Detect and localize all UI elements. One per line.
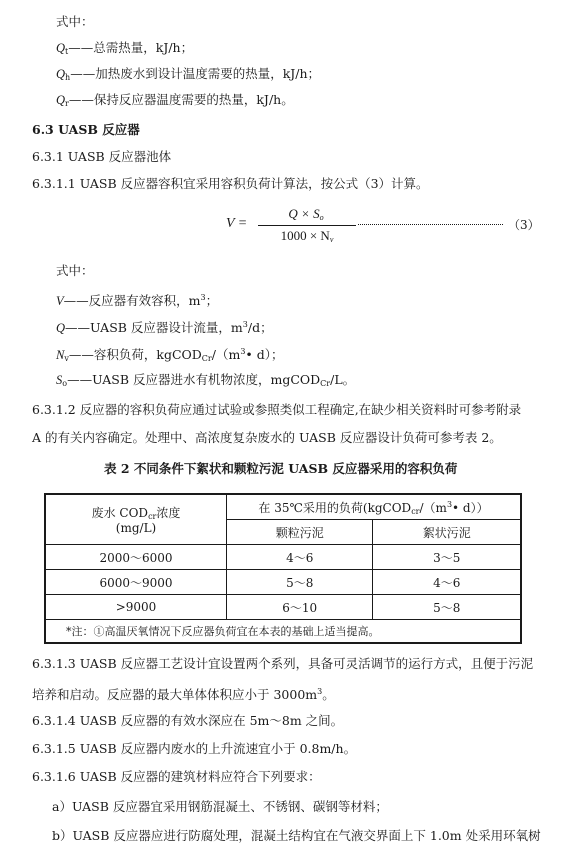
where-label: 式中： [56, 263, 94, 278]
header-cod-concentration: 废水 $COD_{cr}$浓度 (mg/L) [45, 494, 227, 545]
variable-definition: $Q_h——$加热废水到设计温度需要的热量，kJ/h； [56, 66, 321, 82]
definition-text: ——加热废水到设计温度需要的热量，kJ/h； [70, 66, 321, 81]
clause-text: 6.3.1.3 UASB 反应器工艺设计宜设置两个系列，具备可灵活调节的运行方式，且便于污泥 [32, 656, 534, 671]
formula-denominator: $1000 \times N_v$ [280, 228, 334, 244]
symbol: Q [56, 93, 66, 107]
clause-text: 6.3.1.6 UASB 反应器的建筑材料应符合下列要求： [32, 769, 321, 784]
table-row: 2000～6000 4～6 3～5 [45, 545, 521, 570]
symbol: Q [56, 41, 66, 55]
symbol: Q [56, 67, 66, 81]
clause-text: 6.3.1.5 UASB 反应器内废水的上升流速宜小于 0.8m/h。 [32, 741, 357, 756]
formula-number: （3） [508, 218, 540, 232]
variable-definition: Q——UASB 反应器设计流量，$m^3/d$； [56, 320, 273, 335]
clause-text: A 的有关内容确定。处理中、高浓度复杂废水的 UASB 反应器设计负荷可参考表 2。 [32, 430, 502, 445]
list-item: a）UASB 反应器宜采用钢筋混凝土、不锈钢、碳钢等材料； [52, 799, 388, 814]
variable-definition: $Q_t——$总需热量，kJ/h； [56, 40, 194, 56]
clause-text: 6.3.1.4 UASB 反应器的有效水深应在 5m～8m 之间。 [32, 713, 344, 728]
definition-text: ——总需热量，kJ/h； [68, 40, 194, 55]
variable-definition: V——反应器有效容积，$m^3$； [56, 293, 219, 308]
header-load: 在 35℃采用的负荷($kgCOD_{cr}/(m^3•$ d）） [227, 494, 522, 520]
list-item: b）UASB 反应器应进行防腐处理，混凝土结构宜在气液交界面上下 1.0m 处采用环氧树 [52, 828, 541, 843]
variable-definition: $Q_r——$保持反应器温度需要的热量，kJ/h。 [56, 92, 294, 108]
clause-text: 6.3.1.1 UASB 反应器容积宜采用容积负荷计算法，按公式（3）计算。 [32, 176, 429, 191]
leader-dots [358, 218, 503, 225]
clause-text: 6.3.1.2 反应器的容积负荷应通过试验或参照类似工程确定,在缺少相关资料时可参考附录 [32, 402, 522, 417]
fraction-bar [258, 225, 356, 226]
table-caption: 表 2 不同条件下絮状和颗粒污泥 UASB 反应器采用的容积负荷 [104, 461, 458, 476]
table-row: >9000 6～10 5～8 [45, 595, 521, 620]
definition-text: ——保持反应器温度需要的热量，kJ/h。 [68, 92, 294, 107]
table-note: *注：①高温厌氧情况下反应器负荷宜在本表的基础上适当提高。 [45, 620, 521, 644]
formula-numerator: $Q \times S_o$ [288, 206, 324, 222]
variable-definition: $N_v——$容积负荷，$kgCOD_{Cr}/(m^3•$ d）； [56, 347, 284, 363]
where-label: 式中： [56, 14, 94, 29]
subsection-heading: 6.3.1 UASB 反应器池体 [32, 149, 172, 164]
table-row: 6000～9000 5～8 4～6 [45, 570, 521, 595]
load-table [44, 493, 522, 644]
header-granular-sludge: 颗粒污泥 [227, 520, 373, 545]
section-heading: 6.3 UASB 反应器 [32, 122, 140, 137]
formula-lhs: V = [226, 216, 248, 231]
clause-text: 培养和启动。反应器的最大单体体积应小于 $3000m^3$。 [32, 687, 335, 702]
variable-definition: $S_o——UASB$ 反应器进水有机物浓度，mgCOD$_{Cr}$/L。 [56, 372, 356, 388]
formula-3 [226, 202, 540, 246]
header-flocculent-sludge: 絮状污泥 [373, 520, 521, 545]
